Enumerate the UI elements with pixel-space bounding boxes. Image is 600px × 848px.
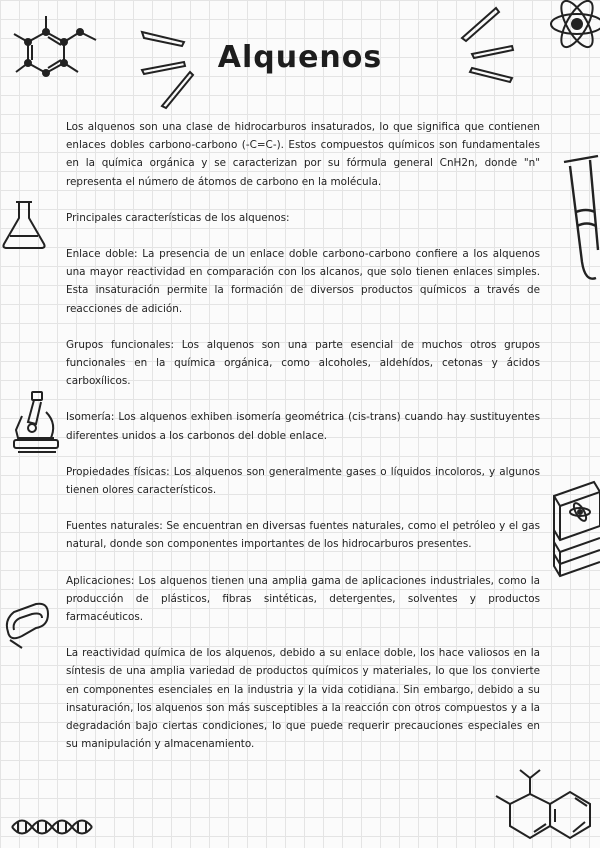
microscope-icon [10, 390, 62, 458]
double-bond-paragraph: Enlace doble: La presencia de un enlace doble carbono-carbono confiere a los alquenos una mayor reactividad en comparación con los alcanos, que solo tienen enlaces simples. Esta insaturación permite la formación de diversos productos químicos a través de reacciones de adición. [66, 248, 540, 315]
functional-groups-paragraph: Grupos funcionales: Los alquenos son una parte esencial de muchos otros grupos funcionales en la química orgánica, como alcoholes, aldehídos, cetonas y ácidos carboxílicos. [66, 338, 540, 388]
chemical-structure-icon [490, 762, 600, 848]
natural-sources-paragraph: Fuentes naturales: Se encuentran en diversas fuentes naturales, como el petróleo y el gas natural, donde son componentes importantes de los hidrocarburos presentes. [66, 520, 540, 551]
conclusion-paragraph: La reactividad química de los alquenos, debido a su enlace doble, los hace valiosos en la síntesis de una amplia variedad de productos químicos y materiales, lo que los convierte en componentes esenciales en la industria y la vida cotidiana. Sin embargo, debido a su insaturación, los alquenos son más susceptibles a la reacción con otros compuestos y a la degradación bajo ciertas condiciones, lo que puede requerir precauciones especiales en su manipulación y almacenamiento. [66, 647, 540, 751]
physical-properties-paragraph: Propiedades físicas: Los alquenos son generalmente gases o líquidos incoloros, y algunos tienen olores característicos. [66, 465, 540, 497]
dna-icon [10, 814, 100, 840]
flask-icon [0, 198, 50, 252]
isomerism-paragraph: Isomería: Los alquenos exhiben isomería geométrica (cis-trans) cuando hay sustituyentes diferentes unidos a los carbonos del doble enlace. [66, 411, 540, 442]
features-heading: Principales características de los alquenos: [66, 211, 290, 224]
burst-lines-icon [138, 28, 198, 110]
test-tube-icon [560, 150, 600, 290]
applications-paragraph: Aplicaciones: Los alquenos tienen una amplia gama de aplicaciones industriales, como la producción de plásticos, fibras sintéticas, detergentes, solventes y productos farmacéuticos. [66, 574, 540, 624]
burst-lines-icon [458, 4, 518, 84]
benzene-molecule-icon [8, 10, 103, 100]
document-body [66, 118, 540, 771]
intro-paragraph: Los alquenos son una clase de hidrocarburos insaturados, lo que significa que contienen enlaces dobles carbono-carbono (-C=C-). Estos compuestos químicos son fundamentales en la química orgánica y se caracterizan por su fórmula general CnH2n, donde "n" representa el número de átomos de carbono en la molécula. [66, 121, 540, 188]
page-title: Alquenos [217, 40, 383, 75]
safety-goggles-icon [2, 600, 52, 652]
books-icon [540, 478, 600, 588]
atom-icon [545, 0, 600, 55]
